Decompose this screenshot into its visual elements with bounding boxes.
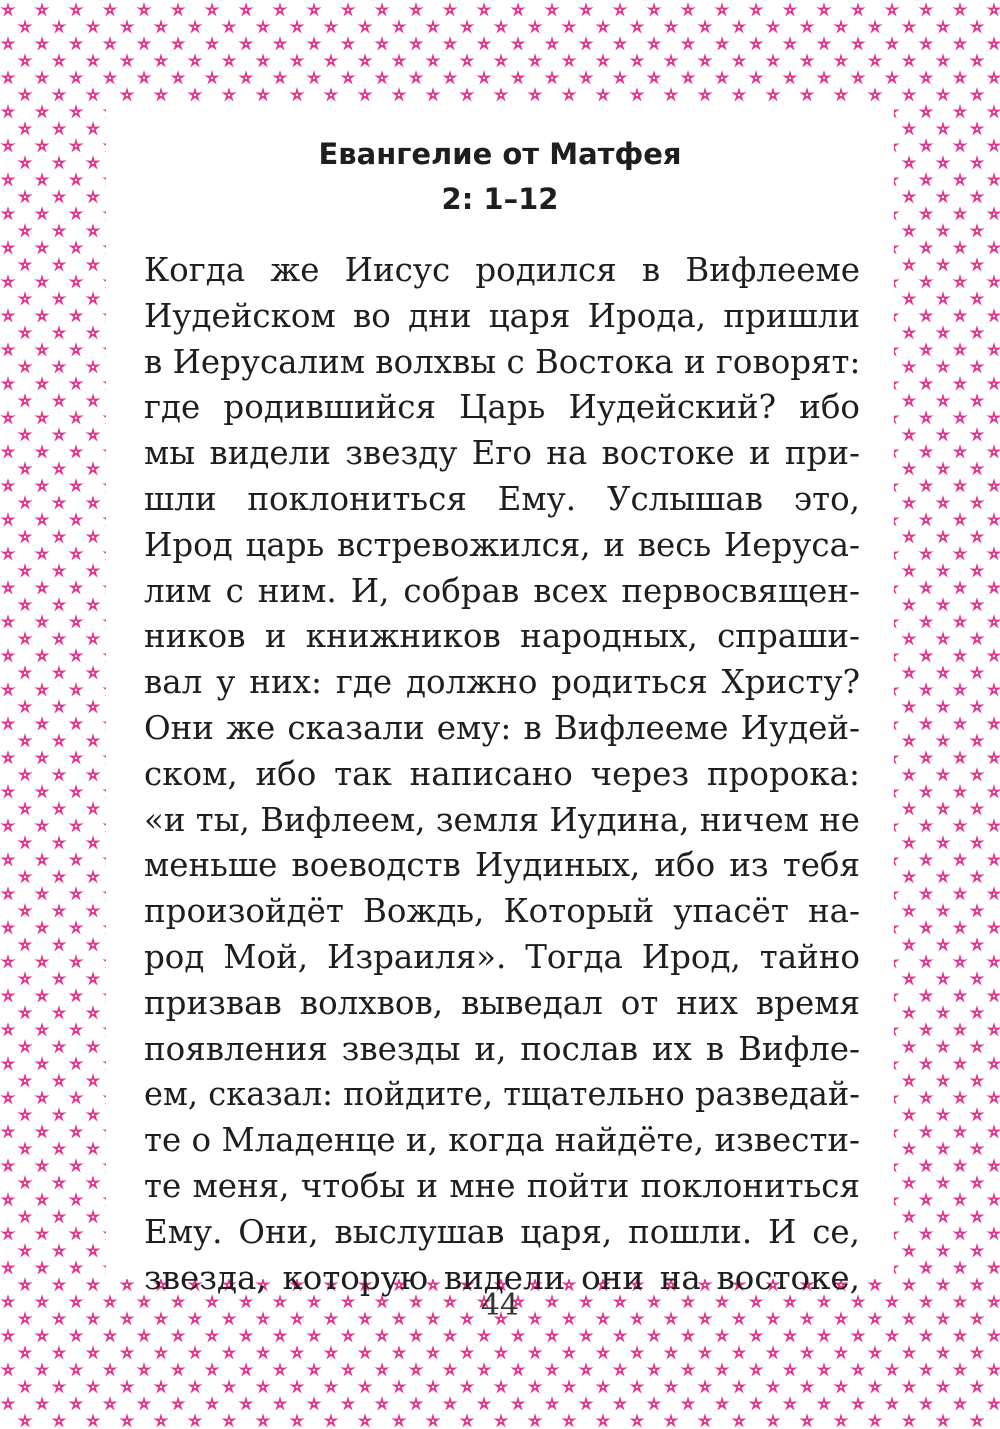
passage-line: в Иерусалим волхвы с Востока и говорят: xyxy=(144,342,861,381)
passage-line: род Мой, Израиля». Тогда Ирод, тайно xyxy=(144,937,860,976)
chapter-reference: 2: 1–12 xyxy=(441,182,559,216)
passage-line: лим с ним. И, собрав всех первосвящен- xyxy=(144,571,860,610)
page-title: Евангелие от Матфея xyxy=(318,137,682,171)
passage-line: ем, сказал: пойдите, тщательно разведай- xyxy=(144,1075,860,1114)
passage-line: произойдёт Вождь, Который упасёт на- xyxy=(144,892,860,931)
page-number: 44 xyxy=(480,1288,520,1323)
passage-line: ском, ибо так написано через пророка: xyxy=(144,754,860,793)
passage-line: Когда же Иисус родился в Вифлееме xyxy=(144,251,860,289)
passage-line: те о Младенце и, когда найдёте, извести- xyxy=(144,1121,860,1160)
scripture-passage xyxy=(144,248,860,1301)
passage-line: меньше воеводств Иудиных, ибо из тебя xyxy=(144,846,860,885)
passage-line: те меня, чтобы и мне пойти поклониться xyxy=(144,1166,860,1205)
passage-line: Ирод царь встревожился, и весь Иеруса- xyxy=(144,525,860,564)
passage-line: Они же сказали ему: в Вифлееме Иудей- xyxy=(144,708,860,747)
passage-line: ников и книжников народных, спраши- xyxy=(144,617,860,656)
passage-line: шли поклониться Ему. Услышав это, xyxy=(144,479,860,518)
passage-line: призвав волхвов, выведал от них время xyxy=(144,983,860,1022)
passage-line: Ему. Они, выслушав царя, пошли. И се, xyxy=(144,1212,860,1251)
passage-line: «и ты, Вифлеем, земля Иудина, ничем не xyxy=(144,800,860,839)
passage-line: звезда, которую видели они на востоке, xyxy=(144,1258,860,1297)
passage-line: мы видели звезду Его на востоке и при- xyxy=(144,434,860,473)
passage-line: появления звезды и, послав их в Вифле- xyxy=(144,1029,860,1068)
passage-line: Иудейском во дни царя Ирода, пришли xyxy=(144,296,860,335)
passage-line: где родившийся Царь Иудейский? ибо xyxy=(144,388,860,427)
passage-line: вал у них: где должно родиться Христу? xyxy=(144,663,860,702)
